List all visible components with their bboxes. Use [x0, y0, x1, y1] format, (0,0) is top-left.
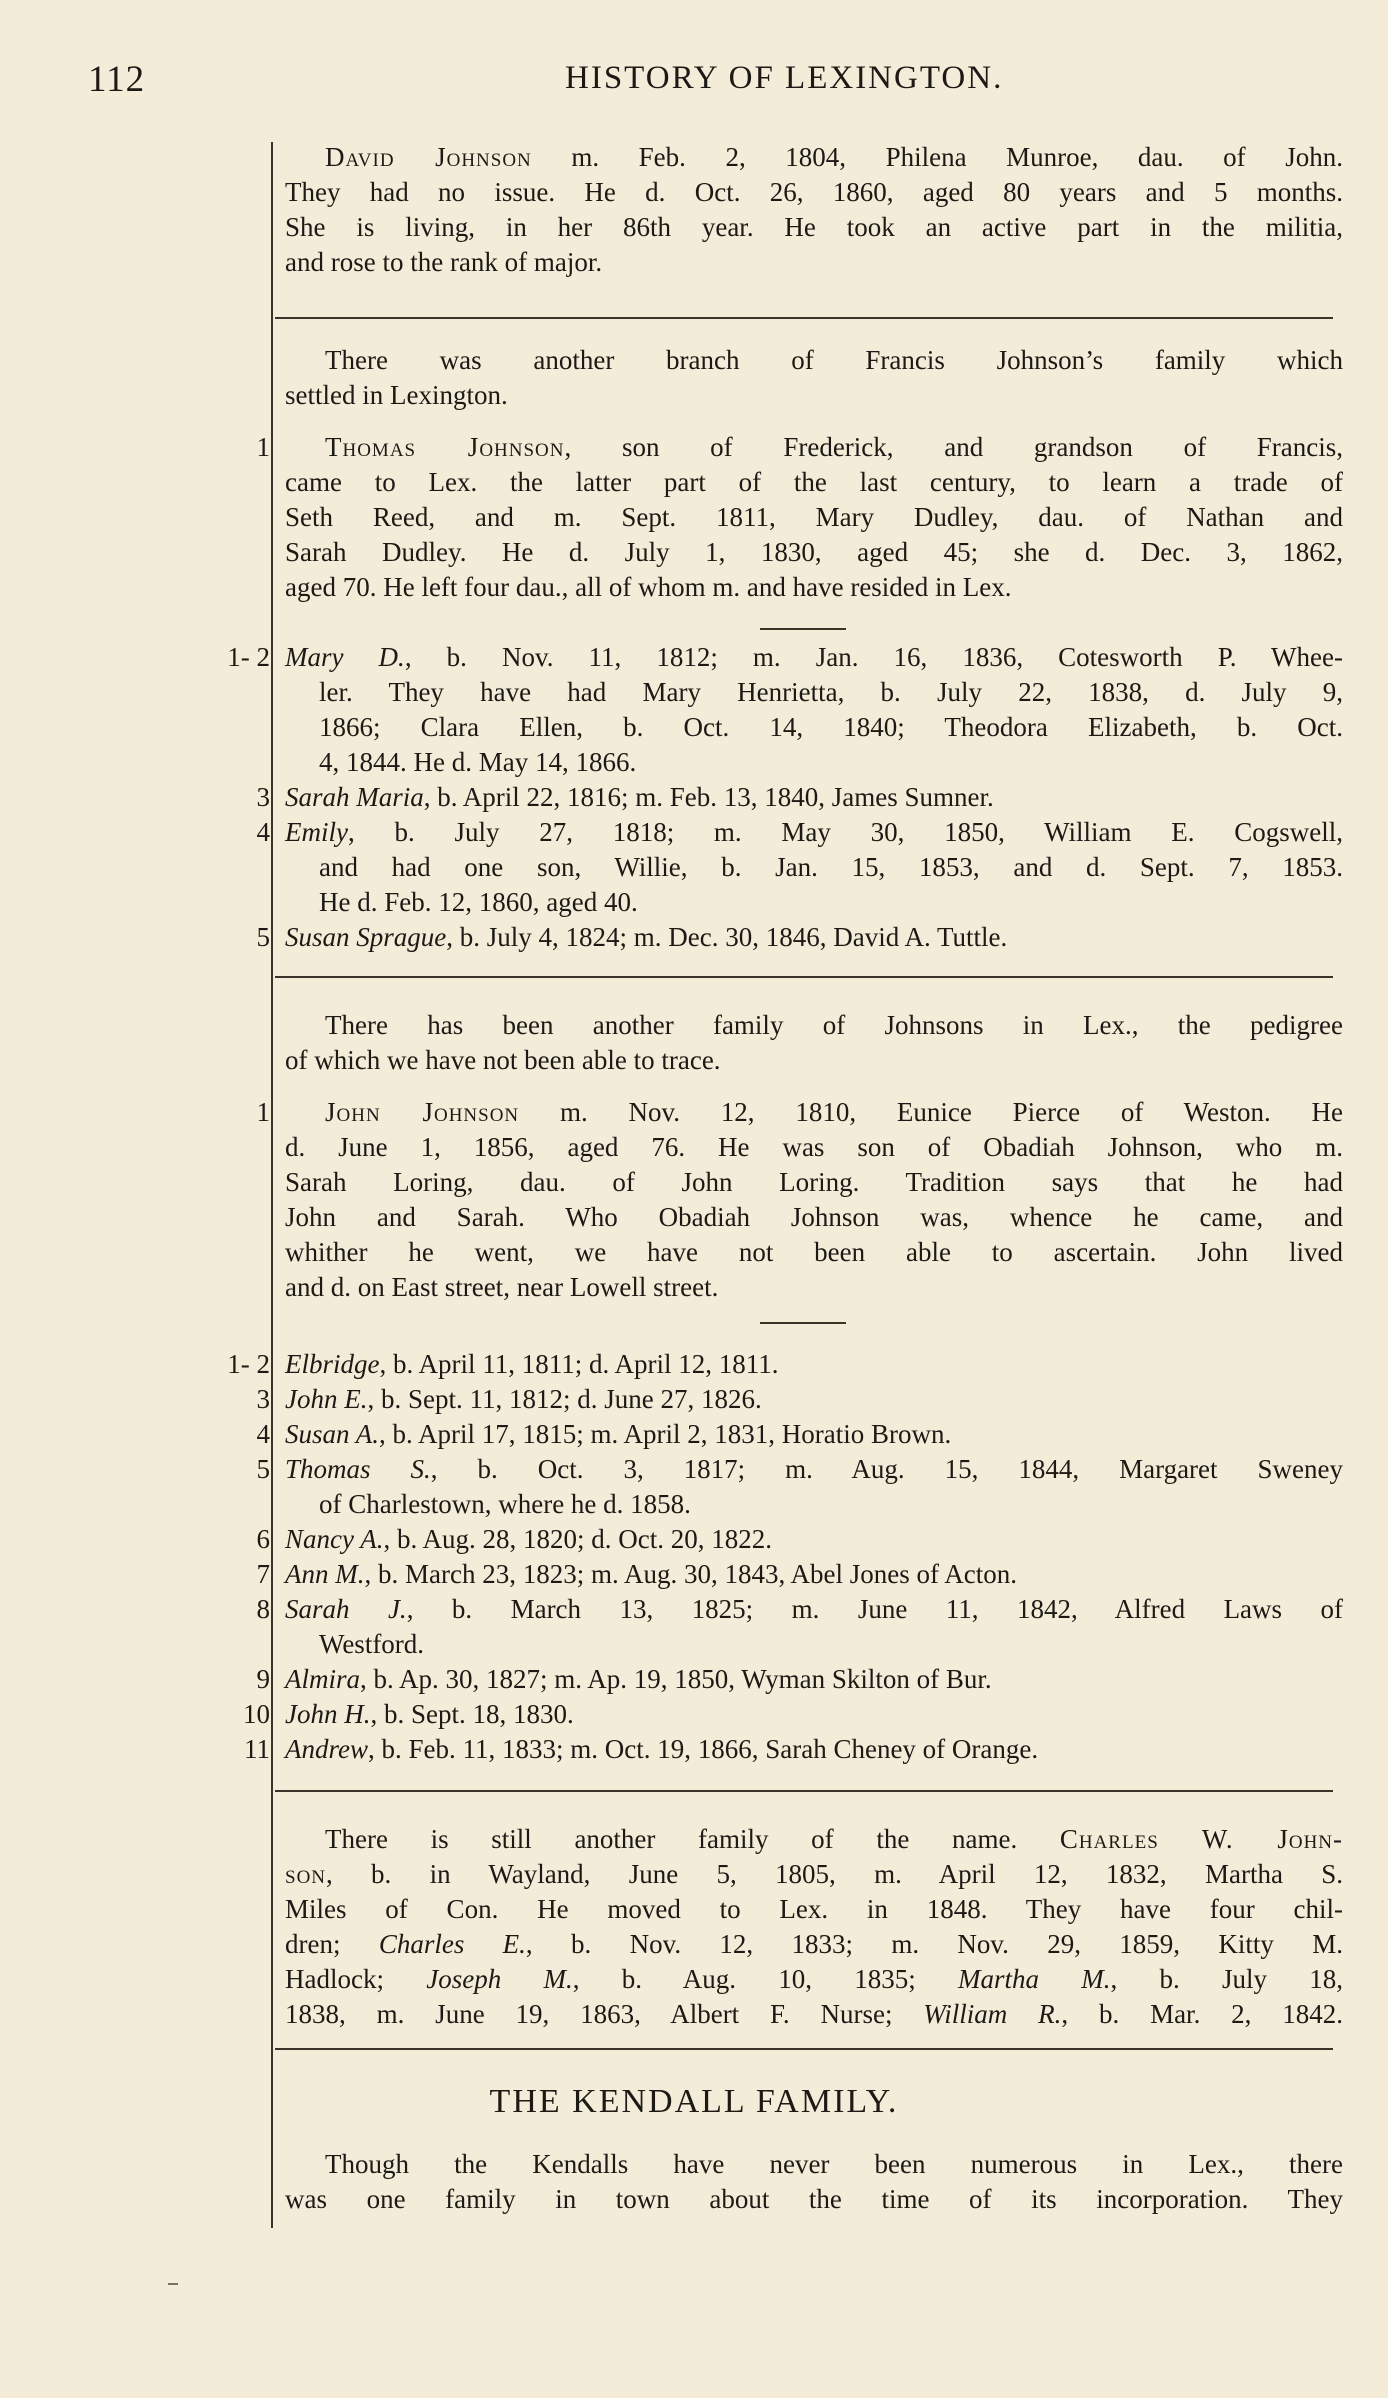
- paragraph-thomas-johnson: Thomas Johnson, son of Frederick, and grandson of Francis, came to Lex. the latter part of the last century, to learn a trade of Seth Reed, and m. Sept. 1811, Mary Dudley, dau. of Nathan and Sarah Dudley. He d. July 1, 1830, aged 45; she d. Dec. 3, 1862, aged 70. He left four dau., all of whom m. and have resided in Lex.: [285, 432, 1343, 602]
- generation-number: 3: [256, 1384, 270, 1414]
- generation-number: 1: [256, 1097, 270, 1127]
- page-number: 112: [88, 59, 146, 100]
- section-heading: THE KENDALL FAMILY.: [489, 2083, 899, 2120]
- child-entry: Thomas S., b. Oct. 3, 1817; m. Aug. 15, 1844, Margaret Sweney of Charlestown, where he d. 1858.: [285, 1454, 1343, 1519]
- running-title: HISTORY OF LEXINGTON.: [565, 60, 1004, 96]
- section-divider: [275, 317, 1333, 319]
- child-name: Andrew: [285, 1734, 368, 1764]
- generation-column-rule: [271, 142, 273, 2228]
- child-name: Sarah J.: [285, 1594, 407, 1624]
- generation-number: 9: [256, 1664, 270, 1694]
- margin-mark: [168, 2283, 178, 2285]
- generation-number: 3: [256, 782, 270, 812]
- generation-number: 7: [256, 1559, 270, 1589]
- child-name: Joseph M.: [426, 1964, 573, 1994]
- generation-number: 5: [256, 1454, 270, 1484]
- generation-number: 10: [243, 1699, 270, 1729]
- child-entry: Andrew, b. Feb. 11, 1833; m. Oct. 19, 1866, Sarah Cheney of Orange.: [285, 1734, 1039, 1764]
- paragraph-charles-johnson: There is still another family of the name. Charles W. John- son, b. in Wayland, June 5, 1805, m. April 12, 1832, Martha S. Miles of Con. He moved to Lex. in 1848. They have four chil- dren; Charles E., b. Nov. 12, 1833; m. Nov. 29, 1859, Kitty M. Hadlock; Joseph M., b. Aug. 10, 1835; Martha M., b. July 18, 1838, m. June 19, 1863, Albert F. Nurse; William R., b. Mar. 2, 1842.: [285, 1824, 1344, 2029]
- paragraph-david-johnson: David Johnson m. Feb. 2, 1804, Philena Munroe, dau. of John. They had no issue. He d. Oct. 26, 1860, aged 80 years and 5 months. She is living, in her 86th year. He took an active part in the militia, and rose to the rank of major.: [285, 142, 1343, 277]
- person-name: John Johnson: [325, 1097, 520, 1127]
- child-entry: John E., b. Sept. 11, 1812; d. June 27, 1826.: [285, 1384, 762, 1414]
- child-name: Almira: [285, 1664, 361, 1694]
- child-entry: Susan Sprague, b. July 4, 1824; m. Dec. 30, 1846, David A. Tuttle.: [285, 922, 1008, 952]
- paragraph-another-family: There has been another family of Johnsons in Lex., the pedigree of which we have not been able to trace.: [285, 1010, 1343, 1075]
- child-name: Thomas S.: [285, 1454, 431, 1484]
- child-name: Ann M.: [285, 1559, 365, 1589]
- child-entry: Almira, b. Ap. 30, 1827; m. Ap. 19, 1850, Wyman Skilton of Bur.: [285, 1664, 992, 1694]
- paragraph-another-branch: There was another branch of Francis Johnson’s family which settled in Lexington.: [285, 345, 1343, 410]
- child-entry: Sarah J., b. March 13, 1825; m. June 11, 1842, Alfred Laws of Westford.: [285, 1594, 1343, 1659]
- child-entry: Susan A., b. April 17, 1815; m. April 2, 1831, Horatio Brown.: [285, 1419, 952, 1449]
- generation-number: 1: [256, 432, 270, 462]
- child-entry: John H., b. Sept. 18, 1830.: [285, 1699, 574, 1729]
- child-entry: Ann M., b. March 23, 1823; m. Aug. 30, 1843, Abel Jones of Acton.: [285, 1559, 1017, 1589]
- child-name: Sarah Maria: [285, 782, 424, 812]
- child-name: John H.: [285, 1699, 371, 1729]
- paragraph-kendall: Though the Kendalls have never been numerous in Lex., there was one family in town about the time of its incorporation. They: [285, 2149, 1343, 2214]
- child-entry: Mary D., b. Nov. 11, 1812; m. Jan. 16, 1836, Cotesworth P. Whee- ler. They have had Mary Henrietta, b. July 22, 1838, d. July 9, 1866; Clara Ellen, b. Oct. 14, 1840; Theodora Elizabeth, b. Oct. 4, 1844. He d. May 14, 1866.: [285, 642, 1344, 777]
- child-name: Charles E.: [378, 1929, 526, 1959]
- child-entry: Nancy A., b. Aug. 28, 1820; d. Oct. 20, 1822.: [285, 1524, 772, 1554]
- short-divider: [760, 628, 846, 630]
- running-head: [0, 58, 1388, 108]
- generation-number: 5: [256, 922, 270, 952]
- person-name: David Johnson: [325, 142, 532, 172]
- generation-number: 8: [256, 1594, 270, 1624]
- child-name: John E.: [285, 1384, 368, 1414]
- generation-number: 4: [256, 817, 270, 847]
- child-name: Emily: [285, 817, 348, 847]
- generation-number: 1- 2: [227, 1349, 270, 1379]
- section-divider: [275, 2048, 1333, 2050]
- generation-number: 6: [256, 1524, 270, 1554]
- child-name: Mary D.: [285, 642, 405, 672]
- paragraph-john-johnson: John Johnson m. Nov. 12, 1810, Eunice Pierce of Weston. He d. June 1, 1856, aged 76. He was son of Obadiah Johnson, who m. Sarah Loring, dau. of John Loring. Tradition says that he had John and Sarah. Who Obadiah Johnson was, whence he came, and whither he went, we have not been able to ascertain. John lived and d. on East street, near Lowell street.: [285, 1097, 1343, 1302]
- child-entry: Sarah Maria, b. April 22, 1816; m. Feb. 13, 1840, James Sumner.: [285, 782, 994, 812]
- section-divider: [275, 976, 1333, 978]
- child-name: Elbridge: [285, 1349, 380, 1379]
- generation-number: 11: [244, 1734, 270, 1764]
- section-divider: [275, 1790, 1333, 1792]
- child-entry: Elbridge, b. April 11, 1811; d. April 12, 1811.: [285, 1349, 779, 1379]
- child-name: Susan A.: [285, 1419, 380, 1449]
- generation-number: 1- 2: [227, 642, 270, 672]
- child-entry: Emily, b. July 27, 1818; m. May 30, 1850, William E. Cogswell, and had one son, Willie, b. Jan. 15, 1853, and d. Sept. 7, 1853. He d. Feb. 12, 1860, aged 40.: [285, 817, 1343, 917]
- person-name: Thomas Johnson: [325, 432, 565, 462]
- child-name: Nancy A.: [285, 1524, 384, 1554]
- child-name: Susan Sprague: [285, 922, 447, 952]
- child-name: Martha M.: [957, 1964, 1111, 1994]
- child-name: William R.: [923, 1999, 1062, 2029]
- generation-number: 4: [256, 1419, 270, 1449]
- person-name: Charles W. John-: [1059, 1824, 1344, 1854]
- short-divider: [760, 1322, 846, 1324]
